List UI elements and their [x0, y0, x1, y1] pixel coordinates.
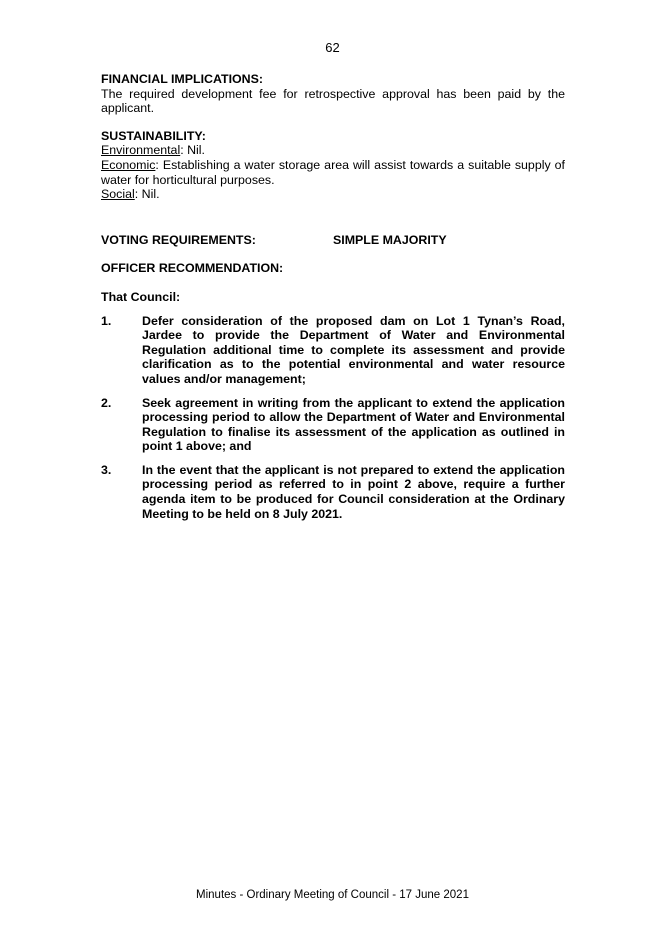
recommendation-text: Defer consideration of the proposed dam on Lot 1 Tynan’s Road, Jardee to provide the Department of Water and Environmental Regulation additional time to complete its assessment and provide clarification as to the potential environmental and water resource values and/or management; — [142, 313, 565, 386]
sustainability-heading: SUSTAINABILITY: — [101, 128, 206, 143]
recommendation-number: 3. — [101, 462, 112, 477]
social-text: : Nil. — [134, 187, 160, 202]
recommendation-intro: That Council: — [101, 289, 181, 304]
page-number: 62 — [325, 40, 340, 55]
recommendation-number: 2. — [101, 395, 112, 410]
sustainability-economic — [101, 158, 565, 187]
voting-requirements — [101, 233, 565, 248]
recommendation-list — [101, 314, 565, 522]
officer-recommendation-heading: OFFICER RECOMMENDATION: — [101, 261, 284, 276]
economic-label: Economic — [101, 157, 156, 172]
social-label: Social — [101, 187, 135, 202]
recommendation-item — [101, 463, 565, 521]
sustainability-social — [101, 187, 565, 202]
sustainability-environmental — [101, 143, 565, 158]
voting-requirements-value: SIMPLE MAJORITY — [333, 232, 447, 247]
economic-text: : Establishing a water storage area will assist towards a suitable supply of water for horticultural purposes. — [101, 157, 565, 187]
voting-requirements-label: VOTING REQUIREMENTS: — [101, 232, 256, 247]
recommendation-text: In the event that the applicant is not prepared to extend the application processing period as referred to in point 2 above, require a further agenda item to be produced for Council consideration at the Ordinary Meeting to be held on 8 July 2021. — [142, 462, 565, 521]
recommendation-item — [101, 314, 565, 387]
page-footer: Minutes - Ordinary Meeting of Council - 17 June 2021 — [196, 889, 469, 901]
financial-implications-heading: FINANCIAL IMPLICATIONS: — [101, 72, 263, 86]
document-body — [101, 72, 565, 530]
financial-implications-text: The required development fee for retrospective approval has been paid by the applicant. — [101, 86, 565, 116]
recommendation-text: Seek agreement in writing from the applicant to extend the application processing period to allow the Department of Water and Environmental Regulation to finalise its assessment of the application as outlined in point 1 above; and — [142, 395, 565, 454]
environmental-label: Environmental — [101, 143, 181, 158]
recommendation-item — [101, 396, 565, 454]
environmental-text: : Nil. — [180, 143, 205, 158]
recommendation-number: 1. — [101, 313, 112, 328]
